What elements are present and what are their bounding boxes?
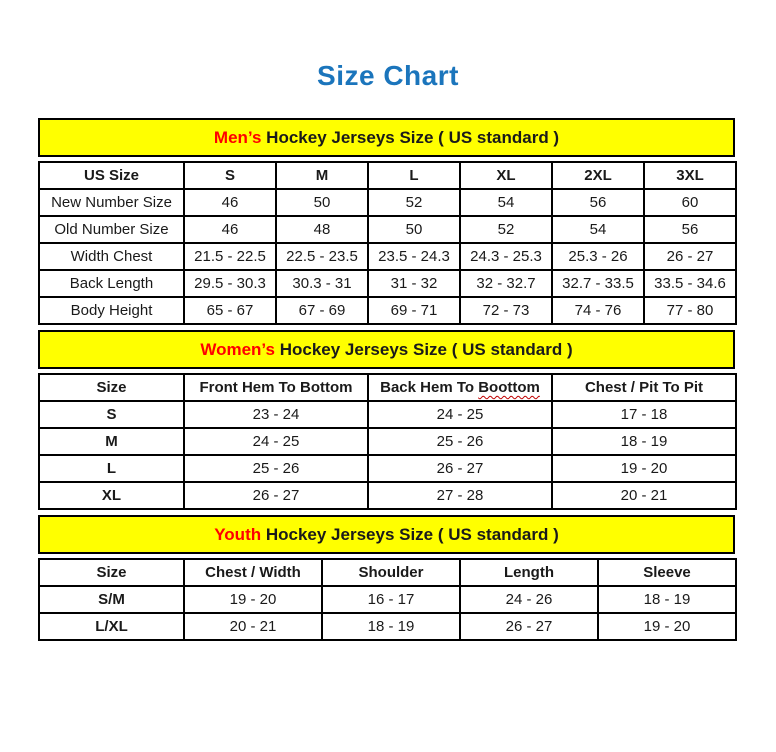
value-cell: 24 - 25 [368,401,552,428]
value-cell: 46 [184,216,276,243]
value-cell: 52 [368,189,460,216]
value-cell: 24.3 - 25.3 [460,243,552,270]
column-header-row [39,374,736,401]
column-header-cell: 3XL [644,162,736,189]
table-row [39,613,736,640]
value-cell: 25 - 26 [184,455,368,482]
mens-section-title-rest: Hockey Jerseys Size ( US standard ) [261,128,560,147]
youth-size-section [38,515,735,641]
value-cell: 67 - 69 [276,297,368,324]
value-cell: 77 - 80 [644,297,736,324]
table-row [39,586,736,613]
column-header-cell: S [184,162,276,189]
value-cell: 24 - 25 [184,428,368,455]
row-label-cell: S/M [39,586,184,613]
row-label-cell: XL [39,482,184,509]
column-header-cell: US Size [39,162,184,189]
value-cell: 65 - 67 [184,297,276,324]
mens-section-title-highlight: Men’s [213,128,262,147]
misspelled-word: Boottom [478,379,540,396]
value-cell: 56 [552,189,644,216]
row-label-cell: Body Height [39,297,184,324]
column-header-cell: Chest / Pit To Pit [552,374,736,401]
youth-section-title-rest: Hockey Jerseys Size ( US standard ) [261,525,559,544]
value-cell: 74 - 76 [552,297,644,324]
mens-size-table [38,161,737,325]
table-row [39,270,736,297]
value-cell: 30.3 - 31 [276,270,368,297]
value-cell: 50 [276,189,368,216]
value-cell: 50 [368,216,460,243]
table-row [39,216,736,243]
column-header-cell: L [368,162,460,189]
column-header-cell: Chest / Width [184,559,322,586]
column-header-cell: XL [460,162,552,189]
value-cell: 19 - 20 [552,455,736,482]
column-header-cell: Size [39,374,184,401]
value-cell: 25.3 - 26 [552,243,644,270]
value-cell: 72 - 73 [460,297,552,324]
row-label-cell: Old Number Size [39,216,184,243]
mens-size-section [38,118,735,325]
row-label-cell: New Number Size [39,189,184,216]
youth-section-title-highlight: Youth [214,525,262,544]
value-cell: 54 [552,216,644,243]
table-row [39,482,736,509]
value-cell: 20 - 21 [552,482,736,509]
value-cell: 54 [460,189,552,216]
column-header-row [39,559,736,586]
table-row [39,189,736,216]
row-label-cell: S [39,401,184,428]
column-header-cell: 2XL [552,162,644,189]
row-label-cell: Width Chest [39,243,184,270]
row-label-cell: L [39,455,184,482]
value-cell: 48 [276,216,368,243]
value-cell: 21.5 - 22.5 [184,243,276,270]
column-header-cell: M [276,162,368,189]
value-cell: 33.5 - 34.6 [644,270,736,297]
column-header-cell: Size [39,559,184,586]
value-cell: 17 - 18 [552,401,736,428]
value-cell: 25 - 26 [368,428,552,455]
value-cell: 18 - 19 [322,613,460,640]
column-header-cell: Length [460,559,598,586]
value-cell: 20 - 21 [184,613,322,640]
womens-size-section [38,330,735,510]
row-label-cell: Back Length [39,270,184,297]
size-chart [38,118,735,641]
value-cell: 69 - 71 [368,297,460,324]
value-cell: 23.5 - 24.3 [368,243,460,270]
value-cell: 32 - 32.7 [460,270,552,297]
table-row [39,455,736,482]
value-cell: 56 [644,216,736,243]
column-header-cell: Back Hem To Boottom [368,374,552,401]
table-row [39,428,736,455]
column-header-row [39,162,736,189]
value-cell: 22.5 - 23.5 [276,243,368,270]
column-header-cell: Front Hem To Bottom [184,374,368,401]
youth-section-title-bar [38,515,735,554]
womens-section-title-rest: Hockey Jerseys Size ( US standard ) [274,340,573,359]
value-cell: 18 - 19 [598,586,736,613]
value-cell: 26 - 27 [368,455,552,482]
value-cell: 26 - 27 [460,613,598,640]
womens-section-title-highlight: Women’s [200,340,275,359]
value-cell: 19 - 20 [184,586,322,613]
value-cell: 23 - 24 [184,401,368,428]
value-cell: 46 [184,189,276,216]
youth-size-table [38,558,737,641]
row-label-cell: L/XL [39,613,184,640]
column-header-cell: Sleeve [598,559,736,586]
page-title: Size Chart [317,60,459,91]
value-cell: 60 [644,189,736,216]
value-cell: 18 - 19 [552,428,736,455]
value-cell: 27 - 28 [368,482,552,509]
womens-section-title-bar [38,330,735,369]
value-cell: 32.7 - 33.5 [552,270,644,297]
womens-size-table [38,373,737,510]
value-cell: 26 - 27 [184,482,368,509]
value-cell: 52 [460,216,552,243]
table-row [39,243,736,270]
column-header-cell: Shoulder [322,559,460,586]
row-label-cell: M [39,428,184,455]
mens-section-title-bar [38,118,735,157]
value-cell: 26 - 27 [644,243,736,270]
table-row [39,297,736,324]
value-cell: 29.5 - 30.3 [184,270,276,297]
value-cell: 16 - 17 [322,586,460,613]
value-cell: 24 - 26 [460,586,598,613]
value-cell: 19 - 20 [598,613,736,640]
table-row [39,401,736,428]
value-cell: 31 - 32 [368,270,460,297]
